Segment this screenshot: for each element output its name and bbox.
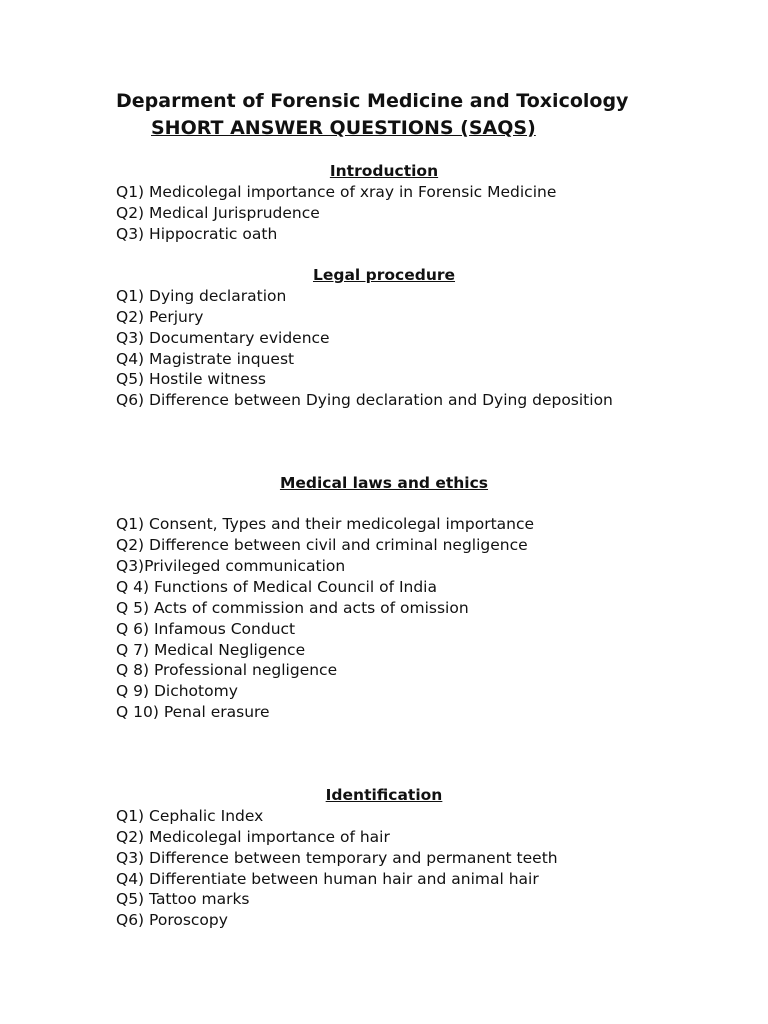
question-item: Q 4) Functions of Medical Council of India <box>116 578 437 596</box>
section-heading-legal-procedure: Legal procedure <box>312 266 456 284</box>
question-item: Q5) Tattoo marks <box>116 890 250 908</box>
question-item: Q1) Cephalic Index <box>116 807 264 825</box>
question-item: Q2) Perjury <box>116 308 204 326</box>
question-item: Q1) Consent, Types and their medicolegal importance <box>116 515 535 533</box>
question-item: Q4) Differentiate between human hair and animal hair <box>116 870 539 888</box>
question-item: Q3)Privileged communication <box>116 557 346 575</box>
question-item: Q 5) Acts of commission and acts of omission <box>116 599 469 617</box>
question-item: Q1) Medicolegal importance of xray in Forensic Medicine <box>116 183 557 201</box>
section-heading-introduction: Introduction <box>329 162 439 180</box>
section-heading-medical-laws-and-ethics: Medical laws and ethics <box>279 474 489 492</box>
question-item: Q4) Magistrate inquest <box>116 350 295 368</box>
document-subtitle: SHORT ANSWER QUESTIONS (SAQS) <box>151 117 536 139</box>
question-item: Q2) Medical Jurisprudence <box>116 204 320 222</box>
question-item: Q 7) Medical Negligence <box>116 641 306 659</box>
question-item: Q3) Hippocratic oath <box>116 225 278 243</box>
question-item: Q6) Difference between Dying declaration and Dying deposition <box>116 391 613 409</box>
document-title: Deparment of Forensic Medicine and Toxicology <box>116 90 629 112</box>
question-item: Q2) Medicolegal importance of hair <box>116 828 390 846</box>
question-item: Q1) Dying declaration <box>116 287 287 305</box>
question-item: Q5) Hostile witness <box>116 370 266 388</box>
question-item: Q 6) Infamous Conduct <box>116 620 296 638</box>
question-item: Q 10) Penal erasure <box>116 703 270 721</box>
question-item: Q2) Difference between civil and criminal negligence <box>116 536 528 554</box>
question-item: Q6) Poroscopy <box>116 911 228 929</box>
section-heading-identification: Identification <box>325 786 443 804</box>
question-item: Q 8) Professional negligence <box>116 661 338 679</box>
question-item: Q3) Documentary evidence <box>116 329 330 347</box>
question-item: Q3) Difference between temporary and permanent teeth <box>116 849 558 867</box>
question-item: Q 9) Dichotomy <box>116 682 238 700</box>
